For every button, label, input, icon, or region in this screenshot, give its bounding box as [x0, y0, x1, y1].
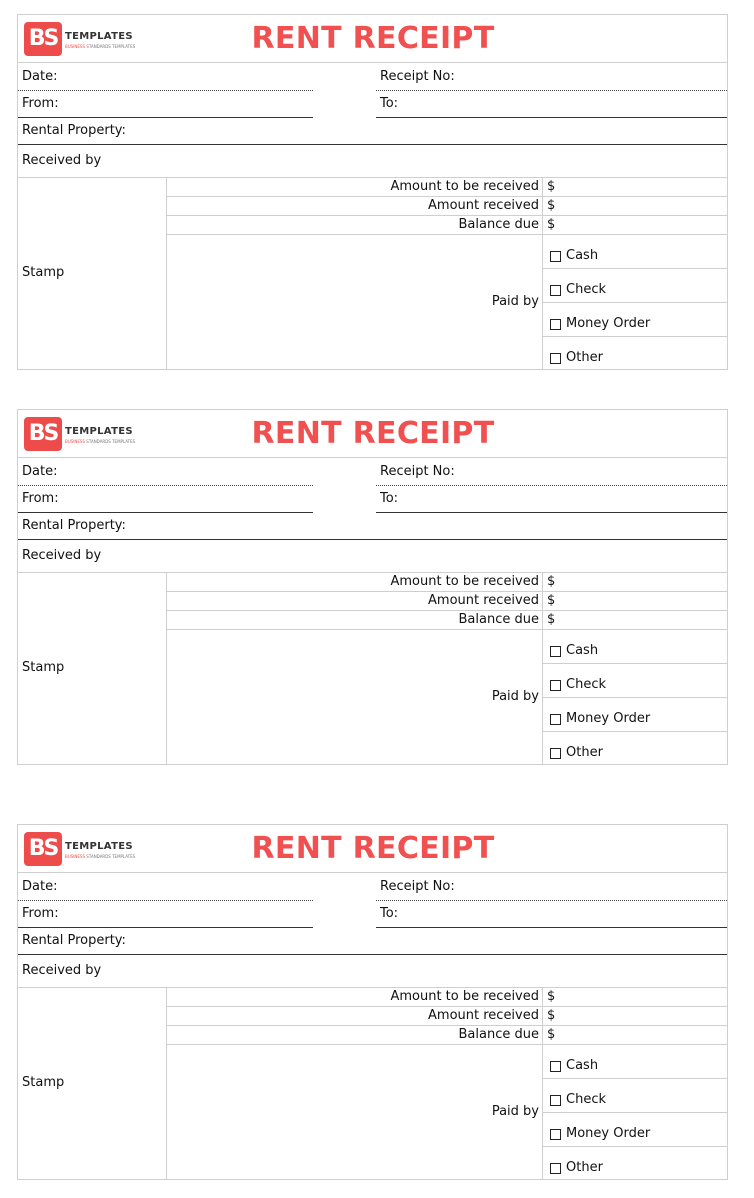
- divider: [18, 872, 727, 873]
- amount-received-label: Amount received: [428, 1008, 539, 1023]
- from-line: [18, 927, 313, 928]
- amount-received-label: Amount received: [428, 198, 539, 213]
- money-order-option-label: Money Order: [566, 711, 651, 726]
- date-line: [18, 900, 313, 901]
- cash-option-label: Cash: [566, 1058, 599, 1073]
- date-label: Date:: [22, 464, 58, 479]
- currency-symbol: $: [547, 989, 556, 1004]
- check-checkbox[interactable]: [550, 1095, 561, 1106]
- currency-symbol: $: [547, 198, 556, 213]
- date-label: Date:: [22, 69, 58, 84]
- amount-to-be-received-label: Amount to be received: [390, 179, 539, 194]
- paid-by-label: Paid by: [491, 689, 539, 704]
- receipt-no-line: [376, 900, 727, 901]
- rent-receipt: [17, 14, 728, 370]
- to-label: To:: [380, 96, 399, 111]
- rental-property-line: [18, 954, 727, 955]
- logo-brand: TEMPLATES: [65, 841, 133, 852]
- divider: [542, 302, 727, 303]
- logo-mark: BS: [24, 417, 62, 451]
- stamp-label: Stamp: [22, 660, 65, 675]
- divider: [18, 987, 727, 988]
- cash-option-label: Cash: [566, 248, 599, 263]
- balance-due-label: Balance due: [458, 217, 539, 232]
- amount-received-label: Amount received: [428, 593, 539, 608]
- divider: [166, 591, 727, 592]
- logo-brand: TEMPLATES: [65, 426, 133, 437]
- logo-tagline: BUSINESS STANDARDS TEMPLATES: [65, 44, 136, 49]
- check-checkbox[interactable]: [550, 680, 561, 691]
- money-order-checkbox[interactable]: [550, 319, 561, 330]
- amount-to-be-received-label: Amount to be received: [390, 574, 539, 589]
- money-order-checkbox[interactable]: [550, 1129, 561, 1140]
- check-checkbox[interactable]: [550, 285, 561, 296]
- from-label: From:: [22, 491, 59, 506]
- rental-property-label: Rental Property:: [22, 123, 126, 138]
- logo-tagline: BUSINESS STANDARDS TEMPLATES: [65, 439, 136, 444]
- receipt-no-line: [376, 90, 727, 91]
- money-order-checkbox[interactable]: [550, 714, 561, 725]
- from-line: [18, 512, 313, 513]
- to-line: [376, 512, 727, 513]
- divider: [18, 457, 727, 458]
- payment-divider: [542, 987, 543, 1179]
- cash-checkbox[interactable]: [550, 251, 561, 262]
- stamp-label: Stamp: [22, 1075, 65, 1090]
- cash-checkbox[interactable]: [550, 1061, 561, 1072]
- rent-receipt: [17, 824, 728, 1180]
- from-line: [18, 117, 313, 118]
- divider: [166, 234, 727, 235]
- currency-symbol: $: [547, 217, 556, 232]
- currency-symbol: $: [547, 574, 556, 589]
- receipt-title: RENT RECEIPT: [251, 416, 495, 451]
- divider: [542, 336, 727, 337]
- other-option-label: Other: [566, 350, 603, 365]
- receipt-header: [18, 825, 727, 872]
- received-by-label: Received by: [22, 548, 102, 563]
- balance-due-label: Balance due: [458, 612, 539, 627]
- receipt-no-label: Receipt No:: [380, 464, 455, 479]
- other-checkbox[interactable]: [550, 353, 561, 364]
- date-label: Date:: [22, 879, 58, 894]
- rental-property-label: Rental Property:: [22, 933, 126, 948]
- bs-templates-logo: [24, 22, 144, 56]
- money-order-option-label: Money Order: [566, 316, 651, 331]
- bs-templates-logo: [24, 417, 144, 451]
- received-by-label: Received by: [22, 963, 102, 978]
- currency-symbol: $: [547, 179, 556, 194]
- divider: [166, 610, 727, 611]
- divider: [166, 1006, 727, 1007]
- stamp-divider: [166, 987, 167, 1179]
- check-option-label: Check: [566, 282, 606, 297]
- other-option-label: Other: [566, 1160, 603, 1175]
- divider: [166, 629, 727, 630]
- currency-symbol: $: [547, 1027, 556, 1042]
- check-option-label: Check: [566, 1092, 606, 1107]
- check-option-label: Check: [566, 677, 606, 692]
- logo-mark: BS: [24, 22, 62, 56]
- receipt-header: [18, 15, 727, 62]
- currency-symbol: $: [547, 612, 556, 627]
- payment-divider: [542, 572, 543, 764]
- divider: [166, 196, 727, 197]
- rental-property-line: [18, 144, 727, 145]
- stamp-divider: [166, 177, 167, 369]
- divider: [18, 177, 727, 178]
- divider: [166, 1025, 727, 1026]
- balance-due-label: Balance due: [458, 1027, 539, 1042]
- currency-symbol: $: [547, 1008, 556, 1023]
- bs-templates-logo: [24, 832, 144, 866]
- divider: [18, 62, 727, 63]
- receipt-no-line: [376, 485, 727, 486]
- to-line: [376, 927, 727, 928]
- divider: [542, 697, 727, 698]
- to-label: To:: [380, 906, 399, 921]
- receipt-header: [18, 410, 727, 457]
- logo-tagline: BUSINESS STANDARDS TEMPLATES: [65, 854, 136, 859]
- from-label: From:: [22, 906, 59, 921]
- amount-to-be-received-label: Amount to be received: [390, 989, 539, 1004]
- rental-property-line: [18, 539, 727, 540]
- receipt-no-label: Receipt No:: [380, 69, 455, 84]
- divider: [166, 215, 727, 216]
- to-label: To:: [380, 491, 399, 506]
- date-line: [18, 90, 313, 91]
- cash-option-label: Cash: [566, 643, 599, 658]
- divider: [542, 1078, 727, 1079]
- rental-property-label: Rental Property:: [22, 518, 126, 533]
- other-option-label: Other: [566, 745, 603, 760]
- receipt-title: RENT RECEIPT: [251, 831, 495, 866]
- receipt-no-label: Receipt No:: [380, 879, 455, 894]
- logo-mark: BS: [24, 832, 62, 866]
- divider: [542, 1112, 727, 1113]
- other-checkbox[interactable]: [550, 748, 561, 759]
- divider: [18, 572, 727, 573]
- other-checkbox[interactable]: [550, 1163, 561, 1174]
- stamp-divider: [166, 572, 167, 764]
- date-line: [18, 485, 313, 486]
- stamp-label: Stamp: [22, 265, 65, 280]
- currency-symbol: $: [547, 593, 556, 608]
- payment-divider: [542, 177, 543, 369]
- from-label: From:: [22, 96, 59, 111]
- rent-receipt: [17, 409, 728, 765]
- cash-checkbox[interactable]: [550, 646, 561, 657]
- divider: [542, 663, 727, 664]
- paid-by-label: Paid by: [491, 1104, 539, 1119]
- divider: [166, 1044, 727, 1045]
- paid-by-label: Paid by: [491, 294, 539, 309]
- received-by-label: Received by: [22, 153, 102, 168]
- divider: [542, 268, 727, 269]
- to-line: [376, 117, 727, 118]
- divider: [542, 1146, 727, 1147]
- money-order-option-label: Money Order: [566, 1126, 651, 1141]
- logo-brand: TEMPLATES: [65, 31, 133, 42]
- divider: [542, 731, 727, 732]
- receipt-title: RENT RECEIPT: [251, 21, 495, 56]
